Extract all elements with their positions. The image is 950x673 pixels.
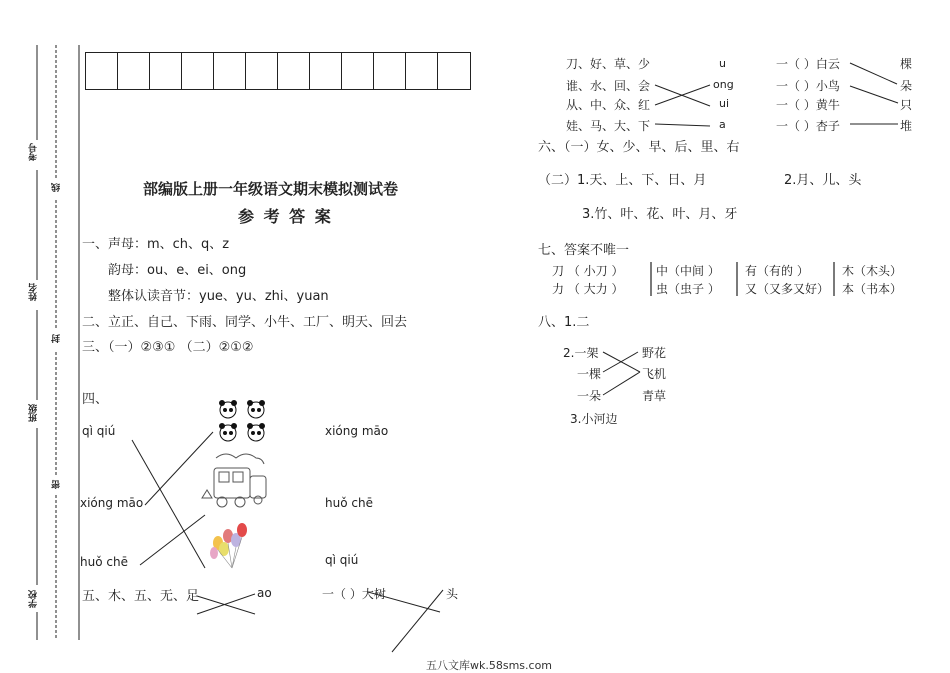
section7-r1c1: 刀 （ 小刀 ） — [552, 264, 624, 278]
class-label: 班级 — [29, 404, 39, 422]
measure-word-3: 只 — [900, 98, 913, 112]
section7-r2c1: 力 （ 大力 ） — [552, 282, 624, 296]
vowel-3: ui — [719, 97, 730, 110]
section8-right-1: 野花 — [642, 346, 667, 360]
section5-measure: 一（ ）大树 — [322, 587, 386, 601]
section8-left-2: 一棵 — [577, 367, 602, 381]
section8-right-2: 飞机 — [642, 367, 667, 381]
section8-left-3: 一朵 — [577, 389, 602, 403]
exam-number-label: 考号 — [29, 143, 39, 161]
section4-left-3: huǒ chē — [80, 555, 128, 569]
binding-secret-label: 密 — [52, 480, 62, 489]
binding-seal-label: 封 — [52, 334, 62, 343]
section4-right-3: qì qiú — [325, 553, 359, 567]
grid-cell — [342, 53, 374, 89]
section7-r1c4: 木（木头） — [842, 264, 903, 278]
measure-item-4: 一（ ）杏子 — [776, 119, 840, 133]
footer-watermark: 五八文库wk.58sms.com — [426, 659, 553, 672]
measure-word-4: 堆 — [900, 119, 913, 133]
grid-cell — [438, 53, 470, 89]
section6-part2b: 2.月、儿、头 — [784, 173, 862, 188]
page-title: 部编版上册一年级语文期末模拟测试卷 — [143, 180, 399, 198]
grid-cell — [310, 53, 342, 89]
grid-cell — [278, 53, 310, 89]
word-group-3: 从、中、众、红 — [566, 98, 651, 112]
section7-r1c3: 有（有的 ） — [745, 264, 809, 278]
section4-right-2: huǒ chē — [325, 496, 373, 510]
word-group-2: 谁、水、回、会 — [566, 79, 651, 93]
section1-finals: 韵母：ou、e、ei、ong — [108, 263, 247, 278]
section6-part2c: 3.竹、叶、花、叶、月、牙 — [582, 207, 738, 222]
section7-r2c4: 本（书本） — [842, 282, 903, 296]
grid-cell — [182, 53, 214, 89]
section8-label: 八、1.二 — [538, 315, 590, 330]
section7-label: 七、答案不唯一 — [538, 243, 630, 258]
grid-cell — [150, 53, 182, 89]
measure-word-1: 棵 — [900, 57, 913, 71]
word-group-1: 刀、好、草、少 — [566, 57, 651, 71]
section8-item3: 3.小河边 — [570, 412, 618, 426]
section5-measure-word: 头 — [446, 587, 459, 601]
section8-left-1: 2.一架 — [563, 346, 599, 360]
section3-answer: 三、（一）②③① （二）②①② — [82, 340, 254, 355]
section7-r1c2: 中（中间 ） — [656, 264, 720, 278]
grid-cell — [406, 53, 438, 89]
name-label: 姓名 — [29, 283, 39, 301]
section1-initials: 一、声母：m、ch、q、z — [82, 237, 230, 252]
word-group-4: 娃、马、大、下 — [566, 119, 651, 133]
grid-cell — [86, 53, 118, 89]
page-subtitle: 参 考 答 案 — [238, 207, 333, 226]
vowel-4: a — [719, 118, 726, 131]
section1-whole: 整体认读音节：yue、yu、zhi、yuan — [108, 289, 329, 304]
section5-vowel: ao — [257, 586, 272, 600]
vowel-2: ong — [713, 78, 734, 91]
section4-right-1: xióng māo — [325, 424, 389, 438]
vowel-1: u — [719, 57, 726, 70]
answer-grid — [85, 52, 471, 90]
section2-answer: 二、立正、自己、下雨、同学、小牛、工厂、明天、回去 — [82, 315, 408, 330]
school-label: 学校 — [29, 590, 39, 608]
section4-left-2: xióng māo — [80, 496, 144, 510]
section4-label: 四、 — [82, 392, 109, 407]
section6-part1: 六、（一）女、少、早、后、里、右 — [538, 140, 740, 155]
measure-word-2: 朵 — [900, 79, 913, 93]
measure-item-1: 一（ ）白云 — [776, 57, 840, 71]
measure-item-3: 一（ ）黄牛 — [776, 98, 840, 112]
grid-cell — [118, 53, 150, 89]
measure-item-2: 一（ ）小鸟 — [776, 79, 840, 93]
grid-cell — [374, 53, 406, 89]
grid-cell — [214, 53, 246, 89]
section7-r2c2: 虫（虫子 ） — [656, 282, 720, 296]
section8-right-3: 青草 — [642, 389, 667, 403]
section7-r2c3: 又（又多又好） — [745, 282, 830, 296]
binding-line-label: 线 — [52, 183, 62, 192]
section4-left-1: qì qiú — [82, 424, 116, 438]
grid-cell — [246, 53, 278, 89]
section5-words: 五、木、五、无、足 — [82, 589, 200, 604]
section6-part2a: （二）1.天、上、下、日、月 — [538, 173, 707, 188]
